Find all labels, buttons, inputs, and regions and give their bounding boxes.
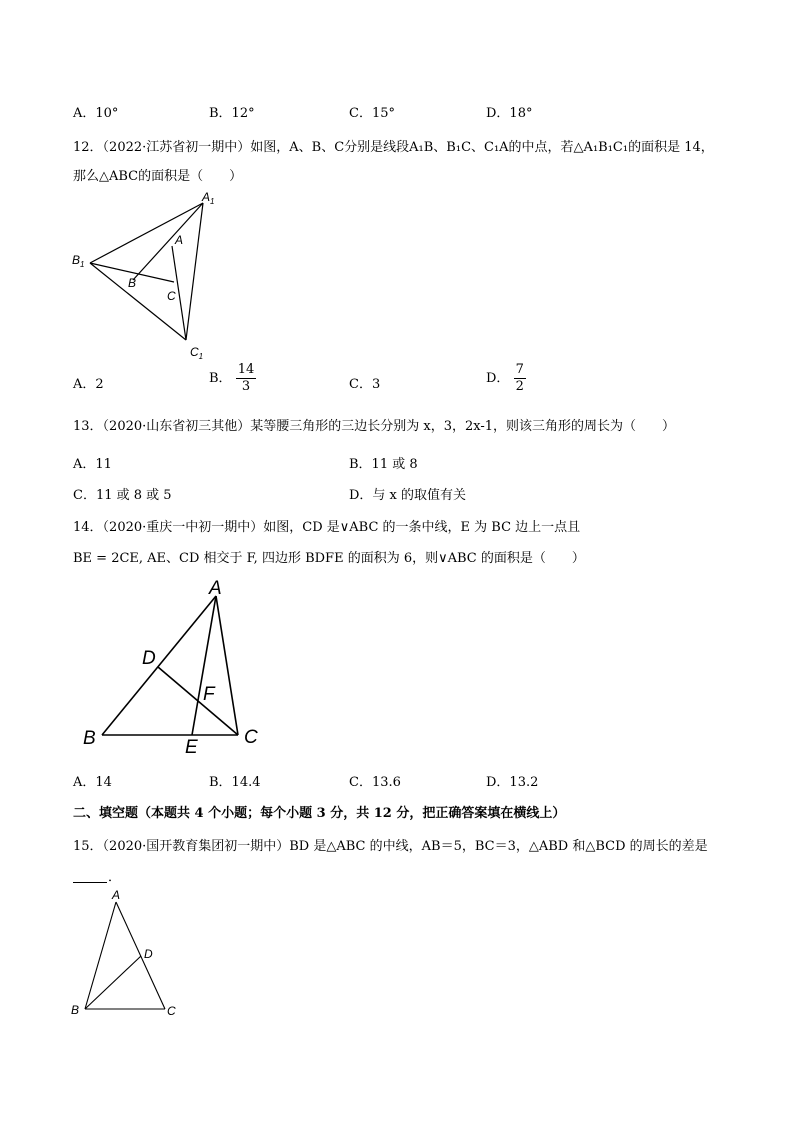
q14-figure [78,574,268,759]
q14-edge-ca [216,596,238,735]
q14-option-d: D．13.2 [486,775,539,790]
q13-option-d: D．与 x 的取值有关 [349,488,467,503]
q12-option-d-numerator: 7 [515,362,524,377]
q14-stem-line1: 14．（2020·重庆一中初一期中）如图，CD 是∨ABC 的一条中线，E 为 BC 边上一点且 [73,520,581,535]
q11-option-b: B．12° [209,106,255,121]
q13-stem: 13．（2020·山东省初三其他）某等腰三角形的三边长分别为 x，3，2x-1，则该三角形的周长为（ ） [73,419,676,434]
q12-option-b [209,362,256,395]
q13-option-a: A．11 [73,457,112,472]
q15-edge-ab [85,902,116,1009]
q11-option-c: C．15° [349,106,395,121]
q12-option-b-numerator: 14 [237,362,255,377]
q14-label-c: C [244,727,258,748]
q12-option-a: A．2 [73,377,104,392]
q15-blank-suffix: ． [108,870,122,885]
q12-option-b-prefix: B． [209,371,232,386]
q15-stem: 15．（2020·国开教育集团初一期中）BD 是△ABC 的中线，AB＝5，BC＝3，△ABD 和△BCD 的周长的差是 [73,839,708,854]
q15-figure [68,886,188,1021]
q15-answer-blank[interactable] [73,870,107,883]
q15-label-a: A [112,888,121,902]
q14-edge-ab [102,596,216,735]
q12-edge-a1b1 [90,203,203,263]
q12-label-c1: $C_1$ [190,345,204,361]
q14-label-d: D [142,648,156,669]
q12-label-c: C [167,289,176,303]
q12-stem-line1: 12．（2022·江苏省初一期中）如图，A、B、C分别是线段A₁B、B₁C、C₁A的中点，若△A₁B₁C₁的面积是 14， [73,140,714,155]
q12-label-b: B [128,276,137,290]
section2-heading: 二、填空题（本题共 4 个小题；每个小题 3 分，共 12 分，把正确答案填在横线上） [73,806,566,821]
q15-label-d: D [144,947,153,961]
q12-option-d-prefix: D． [486,371,510,386]
q15-median-bd [85,956,141,1009]
q14-stem-line2: BE = 2CE, AE、CD 相交于 F, 四边形 BDFE 的面积为 6，则∨ABC 的面积是（ ） [73,551,585,566]
q14-option-b: B．14.4 [209,775,261,790]
q13-option-c: C．11 或 8 或 5 [73,488,172,503]
q12-label-a: A [175,233,184,247]
q14-label-a: A [209,578,222,599]
q14-option-a: A．14 [73,775,112,790]
q12-option-b-denominator: 3 [241,379,251,394]
q14-label-b: B [83,728,96,749]
q15-edge-ca [116,902,165,1009]
q12-option-d-fraction [514,362,526,395]
q12-option-d-denominator: 2 [515,379,524,394]
q12-stem-line2: 那么△ABC的面积是（ ） [73,169,243,184]
q13-option-b: B．11 或 8 [349,457,418,472]
q11-option-d: D．18° [486,106,533,121]
q12-label-a1: $A_1$ [202,190,215,206]
q12-segment-a1b [133,203,203,280]
q12-option-b-fraction [236,362,257,395]
q12-option-d [486,362,526,395]
q12-figure [70,188,230,363]
q12-label-b1: $B_1$ [72,253,85,269]
q14-option-c: C．13.6 [349,775,401,790]
q15-label-c: C [167,1004,176,1018]
q15-label-b: B [71,1003,80,1017]
q11-option-a: A．10° [73,106,119,121]
q14-label-e: E [185,737,198,758]
q12-edge-c1a1 [186,203,203,340]
q14-label-f: F [203,684,215,705]
q12-option-c: C．3 [349,377,381,392]
